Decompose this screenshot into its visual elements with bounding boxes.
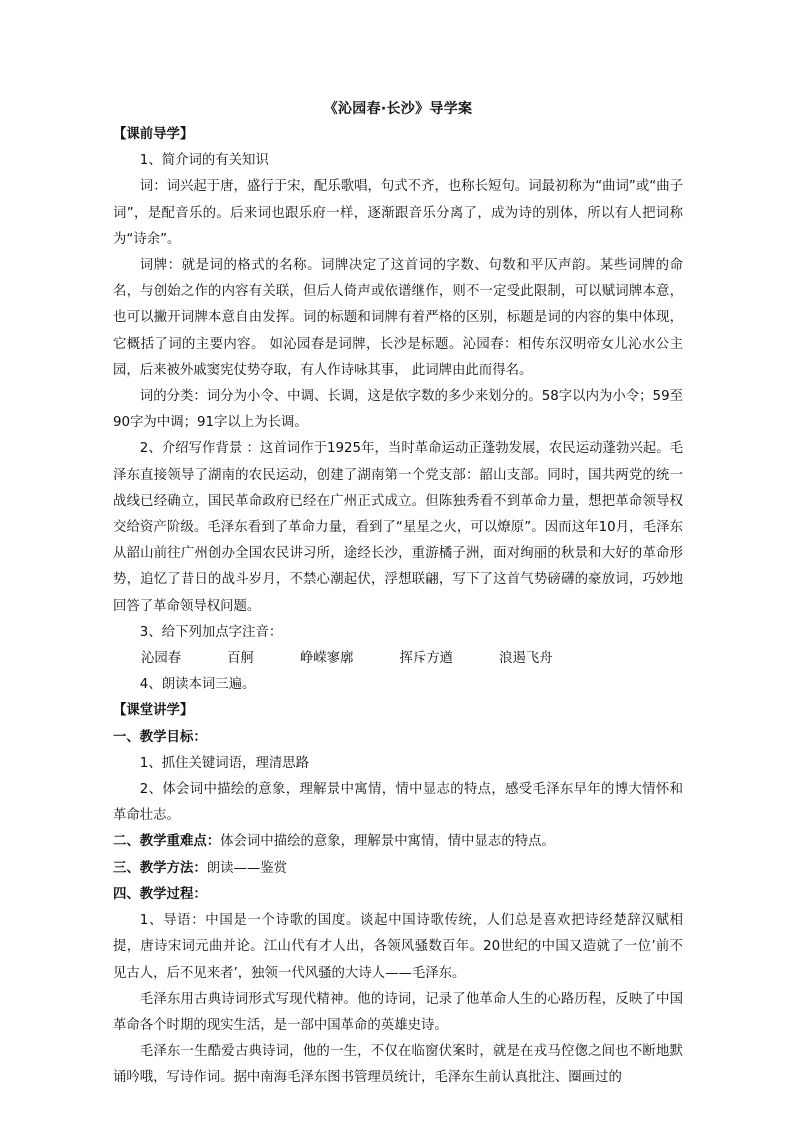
document-title: 《沁园春·长沙》导学案 <box>323 101 473 117</box>
goal-item-1: 1、抓住关键词语，理清思路 <box>139 755 310 771</box>
goal-item-2: 2、体会词中描绘的意象，理解景中寓情，情中显志的特点，感受毛泽东早年的博大情怀和革命壮志。 <box>113 782 683 824</box>
pronunciation-terms <box>113 646 683 672</box>
term: 百舸 <box>227 651 254 667</box>
item-read-aloud: 4、朗读本词三遍。 <box>139 677 256 693</box>
term: 挥斥方遒 <box>399 651 454 667</box>
term: 峥嵘寥廓 <box>299 651 354 667</box>
paragraph-background: 2、介绍写作背景 ：这首词作于1925年，当时革命运动正蓬勃发展，农民运动蓬勃兴起。毛泽东直接领导了湖南的农民运动，创建了湖南第一个党支部：韶山支部。同时，国共两党的统一战线已经确立，国民革命政府已经在广州正式成立。但陈独秀看不到革命力量，想把革命领导权交给资产阶级。毛泽东看到了革命力量，看到了“星星之火，可以燎原”。因而这年10月，毛泽东从韶山前往广州创办全国农民讲习所，途经长沙，重游橘子洲，面对绚丽的秋景和大好的革命形势，追忆了昔日的战斗岁月，不禁心潮起伏，浮想联翩，写下了这首气势磅礴的豪放词，巧妙地回答了革命领导权问题。 <box>113 441 683 614</box>
paragraph-introduction: 1、导语：中国是一个诗歌的国度。谈起中国诗歌传统，人们总是喜欢把诗经楚辞汉赋相提，唐诗宋词元曲并论。江山代有才人出，各领风骚数百年。20世纪的中国又造就了一位’前不见古人，后不见来者’，独领一代风骚的大诗人——毛泽东。 <box>113 913 683 981</box>
heading-teaching-goals: 一、教学目标： <box>113 729 207 745</box>
heading-key-points: 二、教学重难点： <box>113 834 221 850</box>
paragraph-love-of-poetry: 毛泽东一生酷爱古典诗词，他的一生，不仅在临窗伏案时，就是在戎马倥偬之间也不断地默诵吟哦，写诗作词。据中南海毛泽东图书管理员统计，毛泽东生前认真批注、圈画过的 <box>113 1044 683 1086</box>
item-intro-ci: 1、简介词的有关知识 <box>139 153 269 169</box>
paragraph-modern-spirit: 毛泽东用古典诗词形式写现代精神。他的诗词，记录了他革命人生的心路历程，反映了中国革命各个时期的现实生活，是一部中国革命的英雄史诗。 <box>113 991 683 1033</box>
section-heading-pre-class: 【课前导学】 <box>113 127 194 142</box>
method-line <box>113 856 683 882</box>
paragraph-ci-categories: 词的分类：词分为小令、中调、长调，这是依字数的多少来划分的。58字以内为小令；59至90字为中调；91字以上为长调。 <box>113 389 683 431</box>
item-pronunciation: 3、给下列加点字注音： <box>139 624 283 640</box>
paragraph-cipai: 词牌：就是词的格式的名称。词牌决定了这首词的字数、句数和平仄声韵。某些词牌的命名，与创始之作的内容有关联，但后人倚声或依谱继作，则不一定受此限制，可以赋词牌本意，也可以撇开词牌本意自由发挥。词的标题和词牌有着严格的区别，标题是词的内容的集中体现，它概括了词的主要内容。 如沁园春是词牌，长沙是标题。沁园春：相传东汉明帝女儿沁水公主园，后来被外戚窦宪仗势夺取，有人作诗咏其事， 此词牌由此而得名。 <box>113 258 683 378</box>
paragraph-ci-definition: 词：词兴起于唐，盛行于宋，配乐歌唱，句式不齐，也称长短句。词最初称为“曲词”或“曲子词”，是配音乐的。后来词也跟乐府一样，逐渐跟音乐分离了，成为诗的别体，所以有人把词称为“诗余”。 <box>113 179 683 247</box>
heading-teaching-method: 三、教学方法： <box>113 860 207 876</box>
heading-teaching-process: 四、教学过程： <box>113 886 207 902</box>
document-page <box>113 96 683 1092</box>
term: 浪遏飞舟 <box>499 651 553 667</box>
term: 沁园春 <box>141 651 182 667</box>
key-points-text: 体会词中描绘的意象，理解景中寓情，情中显志的特点。 <box>220 834 555 850</box>
teaching-method-text: 朗读——鉴赏 <box>206 860 288 876</box>
section-heading-in-class: 【课堂讲学】 <box>113 703 194 719</box>
key-points-line <box>113 829 683 855</box>
